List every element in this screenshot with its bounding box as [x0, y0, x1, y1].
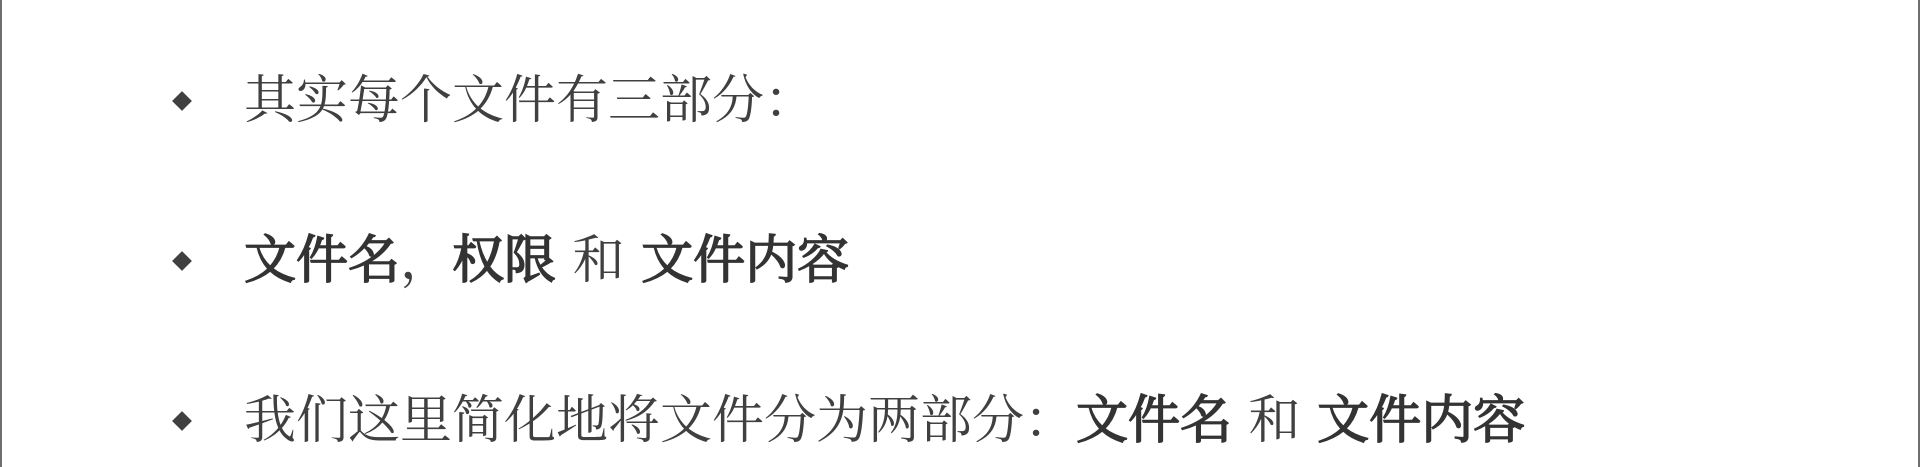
diamond-bullet-icon — [172, 251, 192, 271]
bullet-text — [244, 66, 816, 136]
text-segment: ， — [400, 231, 453, 291]
bullet-text — [244, 226, 849, 296]
text-segment-bold: 文件名 — [244, 231, 401, 291]
diamond-bullet-icon — [172, 91, 192, 111]
text-segment-bold: 权限 — [452, 231, 557, 291]
bullet-item-2 — [172, 226, 849, 296]
text-segment-bold: 文件名 — [1076, 391, 1233, 451]
bullet-item-1 — [172, 66, 816, 136]
text-segment-bold: 文件内容 — [1317, 391, 1526, 451]
text-segment: 我们这里简化地将文件分为两部分： — [244, 391, 1077, 451]
bullet-item-3 — [172, 386, 1525, 456]
text-segment-bold: 文件内容 — [641, 231, 850, 291]
bullet-text — [244, 386, 1525, 456]
text-segment: 其实每个文件有三部分： — [244, 71, 817, 131]
text-segment: 和 — [1232, 391, 1318, 451]
diamond-bullet-icon — [172, 411, 192, 431]
text-segment: 和 — [556, 231, 642, 291]
